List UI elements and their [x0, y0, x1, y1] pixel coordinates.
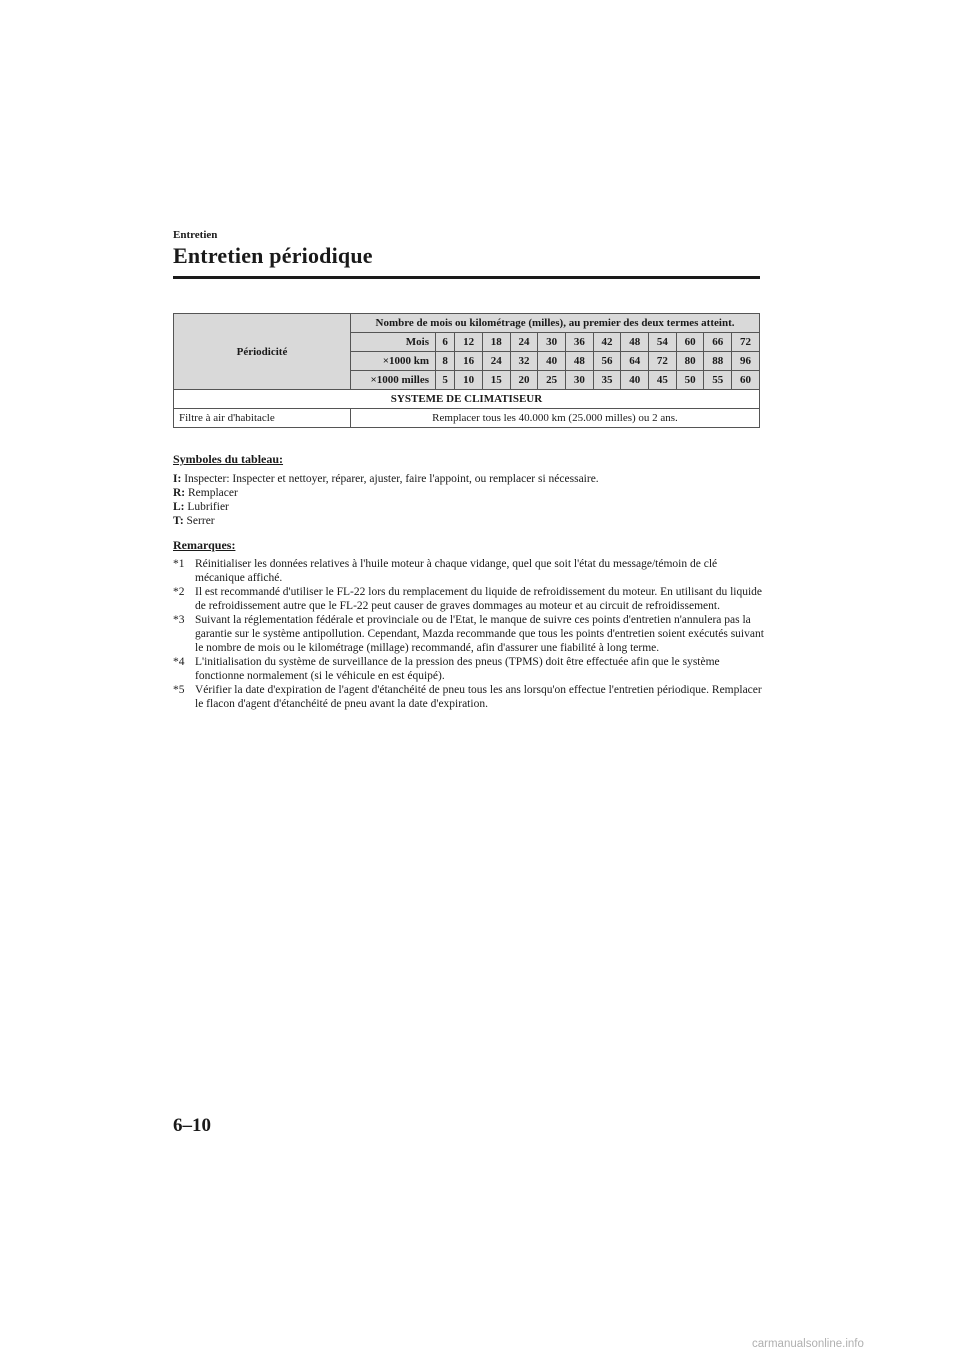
list-item [173, 500, 599, 514]
list-item [173, 683, 765, 711]
list-item [173, 613, 765, 655]
table-header-row [174, 314, 760, 333]
table-section-title: SYSTEME DE CLIMATISEUR [174, 390, 760, 409]
table-cell: 16 [455, 352, 483, 371]
table-cell: 6 [436, 333, 455, 352]
table-cell: 8 [436, 352, 455, 371]
table-cell: 54 [649, 333, 677, 352]
symbol-key: L: [173, 501, 185, 513]
row-label: ×1000 milles [351, 371, 436, 390]
table-cell: 12 [455, 333, 483, 352]
table-cell: 56 [593, 352, 621, 371]
table-cell: 80 [676, 352, 704, 371]
symbol-key: T: [173, 515, 184, 527]
item-name: Filtre à air d'habitacle [174, 409, 351, 428]
table-cell: 30 [565, 371, 593, 390]
period-label: Périodicité [174, 314, 351, 390]
table-cell: 32 [510, 352, 538, 371]
table-cell: 25 [538, 371, 566, 390]
table-cell: 24 [482, 352, 510, 371]
table-cell: 48 [565, 352, 593, 371]
symbol-text: Lubrifier [187, 501, 229, 513]
table-cell: 40 [538, 352, 566, 371]
note-number: *4 [173, 656, 185, 668]
table-cell: 15 [482, 371, 510, 390]
table-cell: 60 [732, 371, 760, 390]
table-cell: 50 [676, 371, 704, 390]
list-item [173, 655, 765, 683]
table-cell: 60 [676, 333, 704, 352]
page-number: 6–10 [173, 1115, 211, 1136]
list-item [173, 514, 599, 528]
table-cell: 88 [704, 352, 732, 371]
note-text: Vérifier la date d'expiration de l'agent d'étanchéité de pneu tous les ans lorsqu'on effectue l'entretien périodique. Remplacer le flacon d'agent d'étanchéité de pneu avant la date d'expiration. [195, 684, 762, 710]
row-label: ×1000 km [351, 352, 436, 371]
section-label: Entretien [173, 229, 218, 241]
row-label: Mois [351, 333, 436, 352]
note-number: *3 [173, 614, 185, 626]
table-cell: 66 [704, 333, 732, 352]
note-text: Suivant la réglementation fédérale et provinciale ou de l'Etat, le manque de suivre ces points d'entretien n'annulera pas la garantie sur le système antipollution. Cependant, Mazda recommande que tous les points d'entretien soient exécutés suivant le nombre de mois ou le kilométrage (millage) recommandé, afin d'assurer une fiabilité à long terme. [195, 614, 764, 654]
watermark: carmanualsonline.info [752, 1338, 864, 1350]
table-cell: 40 [621, 371, 649, 390]
table-cell: 36 [565, 333, 593, 352]
table-cell: 55 [704, 371, 732, 390]
symbol-text: Remplacer [188, 487, 238, 499]
table-section-row [174, 390, 760, 409]
table-cell: 42 [593, 333, 621, 352]
table-cell: 64 [621, 352, 649, 371]
table-cell: 35 [593, 371, 621, 390]
list-item [173, 585, 765, 613]
list-item [173, 557, 765, 585]
symbols-heading: Symboles du tableau: [173, 452, 284, 466]
table-cell: 48 [621, 333, 649, 352]
table-cell: 10 [455, 371, 483, 390]
table-cell: 72 [732, 333, 760, 352]
remarks-list [173, 557, 765, 711]
note-number: *2 [173, 586, 185, 598]
maintenance-schedule-table [173, 313, 760, 428]
list-item [173, 486, 599, 500]
table-cell: 96 [732, 352, 760, 371]
table-cell: 18 [482, 333, 510, 352]
note-number: *5 [173, 684, 185, 696]
list-item [173, 472, 599, 486]
symbol-key: R: [173, 487, 186, 499]
symbol-key: I: [173, 473, 182, 485]
note-text: Il est recommandé d'utiliser le FL-22 lors du remplacement du liquide de refroidissement du moteur. En utilisant du liquide de refroidissement autre que le FL-22 peut causer de graves dommages au moteur et au circuit de refroidissement. [195, 586, 763, 612]
note-text: Réinitialiser les données relatives à l'huile moteur à chaque vidange, quel que soit l'état du message/témoin de clé mécanique affiché. [195, 558, 718, 584]
page-title: Entretien périodique [173, 243, 373, 268]
table-cell: 30 [538, 333, 566, 352]
symbol-text: Serrer [186, 515, 215, 527]
remarks-heading: Remarques: [173, 538, 236, 552]
table-cell: 20 [510, 371, 538, 390]
note-number: *1 [173, 558, 185, 570]
table-cell: 24 [510, 333, 538, 352]
title-rule [173, 276, 760, 279]
table-cell: 5 [436, 371, 455, 390]
table-cell: 72 [649, 352, 677, 371]
symbols-list [173, 472, 599, 528]
note-text: L'initialisation du système de surveillance de la pression des pneus (TPMS) doit être effectuée afin que le système fonctionne normalement (si le véhicule en est équipé). [195, 656, 720, 682]
table-cell: 45 [649, 371, 677, 390]
table-item-row [174, 409, 760, 428]
top-header: Nombre de mois ou kilométrage (milles), au premier des deux termes atteint. [351, 314, 760, 333]
item-value: Remplacer tous les 40.000 km (25.000 milles) ou 2 ans. [351, 409, 760, 428]
symbol-text: Inspecter: Inspecter et nettoyer, réparer, ajuster, faire l'appoint, ou remplacer si nécessaire. [184, 473, 599, 485]
